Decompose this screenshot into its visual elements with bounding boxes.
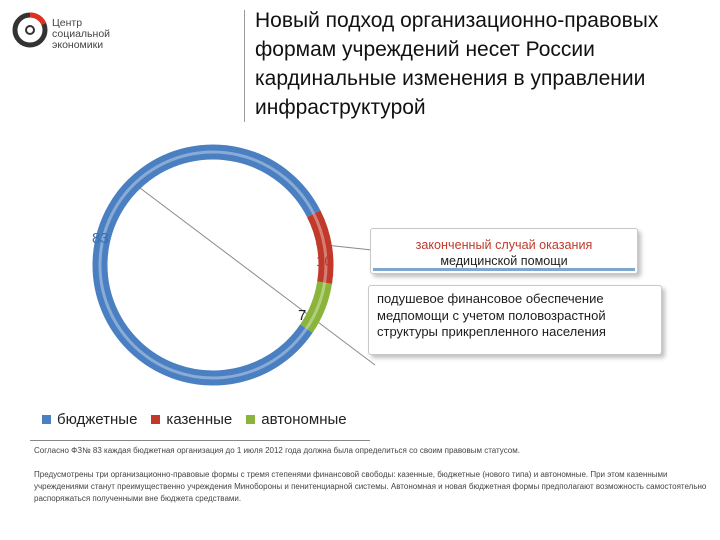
segment-budget-highlight (100, 152, 314, 378)
logo-line-3: экономики (52, 39, 104, 51)
callout-box-case-inner (373, 231, 635, 271)
legend-swatch-budget (42, 415, 51, 424)
leader-line-1 (140, 188, 375, 365)
callout-box-case-line2: медицинской помощи (440, 254, 568, 268)
chart-legend (42, 411, 361, 428)
page-title: Новый подход организационно-правовых формам учреждений несет России кардинальные изменения в управлении инфраструктурой (255, 9, 659, 119)
doughnut-labels (92, 230, 333, 324)
legend-swatch-state (151, 415, 160, 424)
legend-label-autonomous: автономные (261, 411, 347, 428)
legend-swatch-autonomous (246, 415, 255, 424)
logo-line-1: Центр (52, 17, 83, 29)
legend-item-autonomous (246, 411, 346, 428)
callout-box-capitation (368, 285, 662, 355)
logo-line-2: социальной (52, 28, 111, 40)
legend-label-state: казенные (166, 411, 233, 428)
legend-item-budget (42, 411, 137, 428)
callout-box-capitation-text: подушевое финансовое обеспечение медпомощи с учетом половозрастной структуры прикрепленного населения (377, 291, 606, 339)
data-label-autonomous: 7 (298, 307, 307, 324)
callout-box-case (370, 228, 638, 274)
footnote-2: Предусмотрены три организационно-правовые формы с тремя степенями финансовой свободы: казенные, бюджетные (нового типа) и автономные. При этом казенными учреждениями станут преимущественно учреждения Минобороны и пенитенциарной системы. Автономная и новая бюджетная формы предполагают возможность самостоятельно распоряжаться полученными вне бюджета средствами. (34, 470, 707, 503)
callout-box-case-line1: законченный случай оказания (415, 238, 593, 252)
footnote-divider (30, 440, 370, 441)
legend-label-budget: бюджетные (57, 411, 138, 428)
callout-box-case-text (373, 231, 635, 269)
doughnut-ring (100, 152, 326, 378)
footnote-1: Согласно ФЗ№ 83 каждая бюджетная организация до 1 июля 2012 года должна была определиться со своим правовым статусом. (34, 446, 520, 455)
legend-item-state (151, 411, 232, 428)
data-label-state: 10 (316, 253, 333, 270)
data-label-budget: 83 (92, 230, 109, 247)
